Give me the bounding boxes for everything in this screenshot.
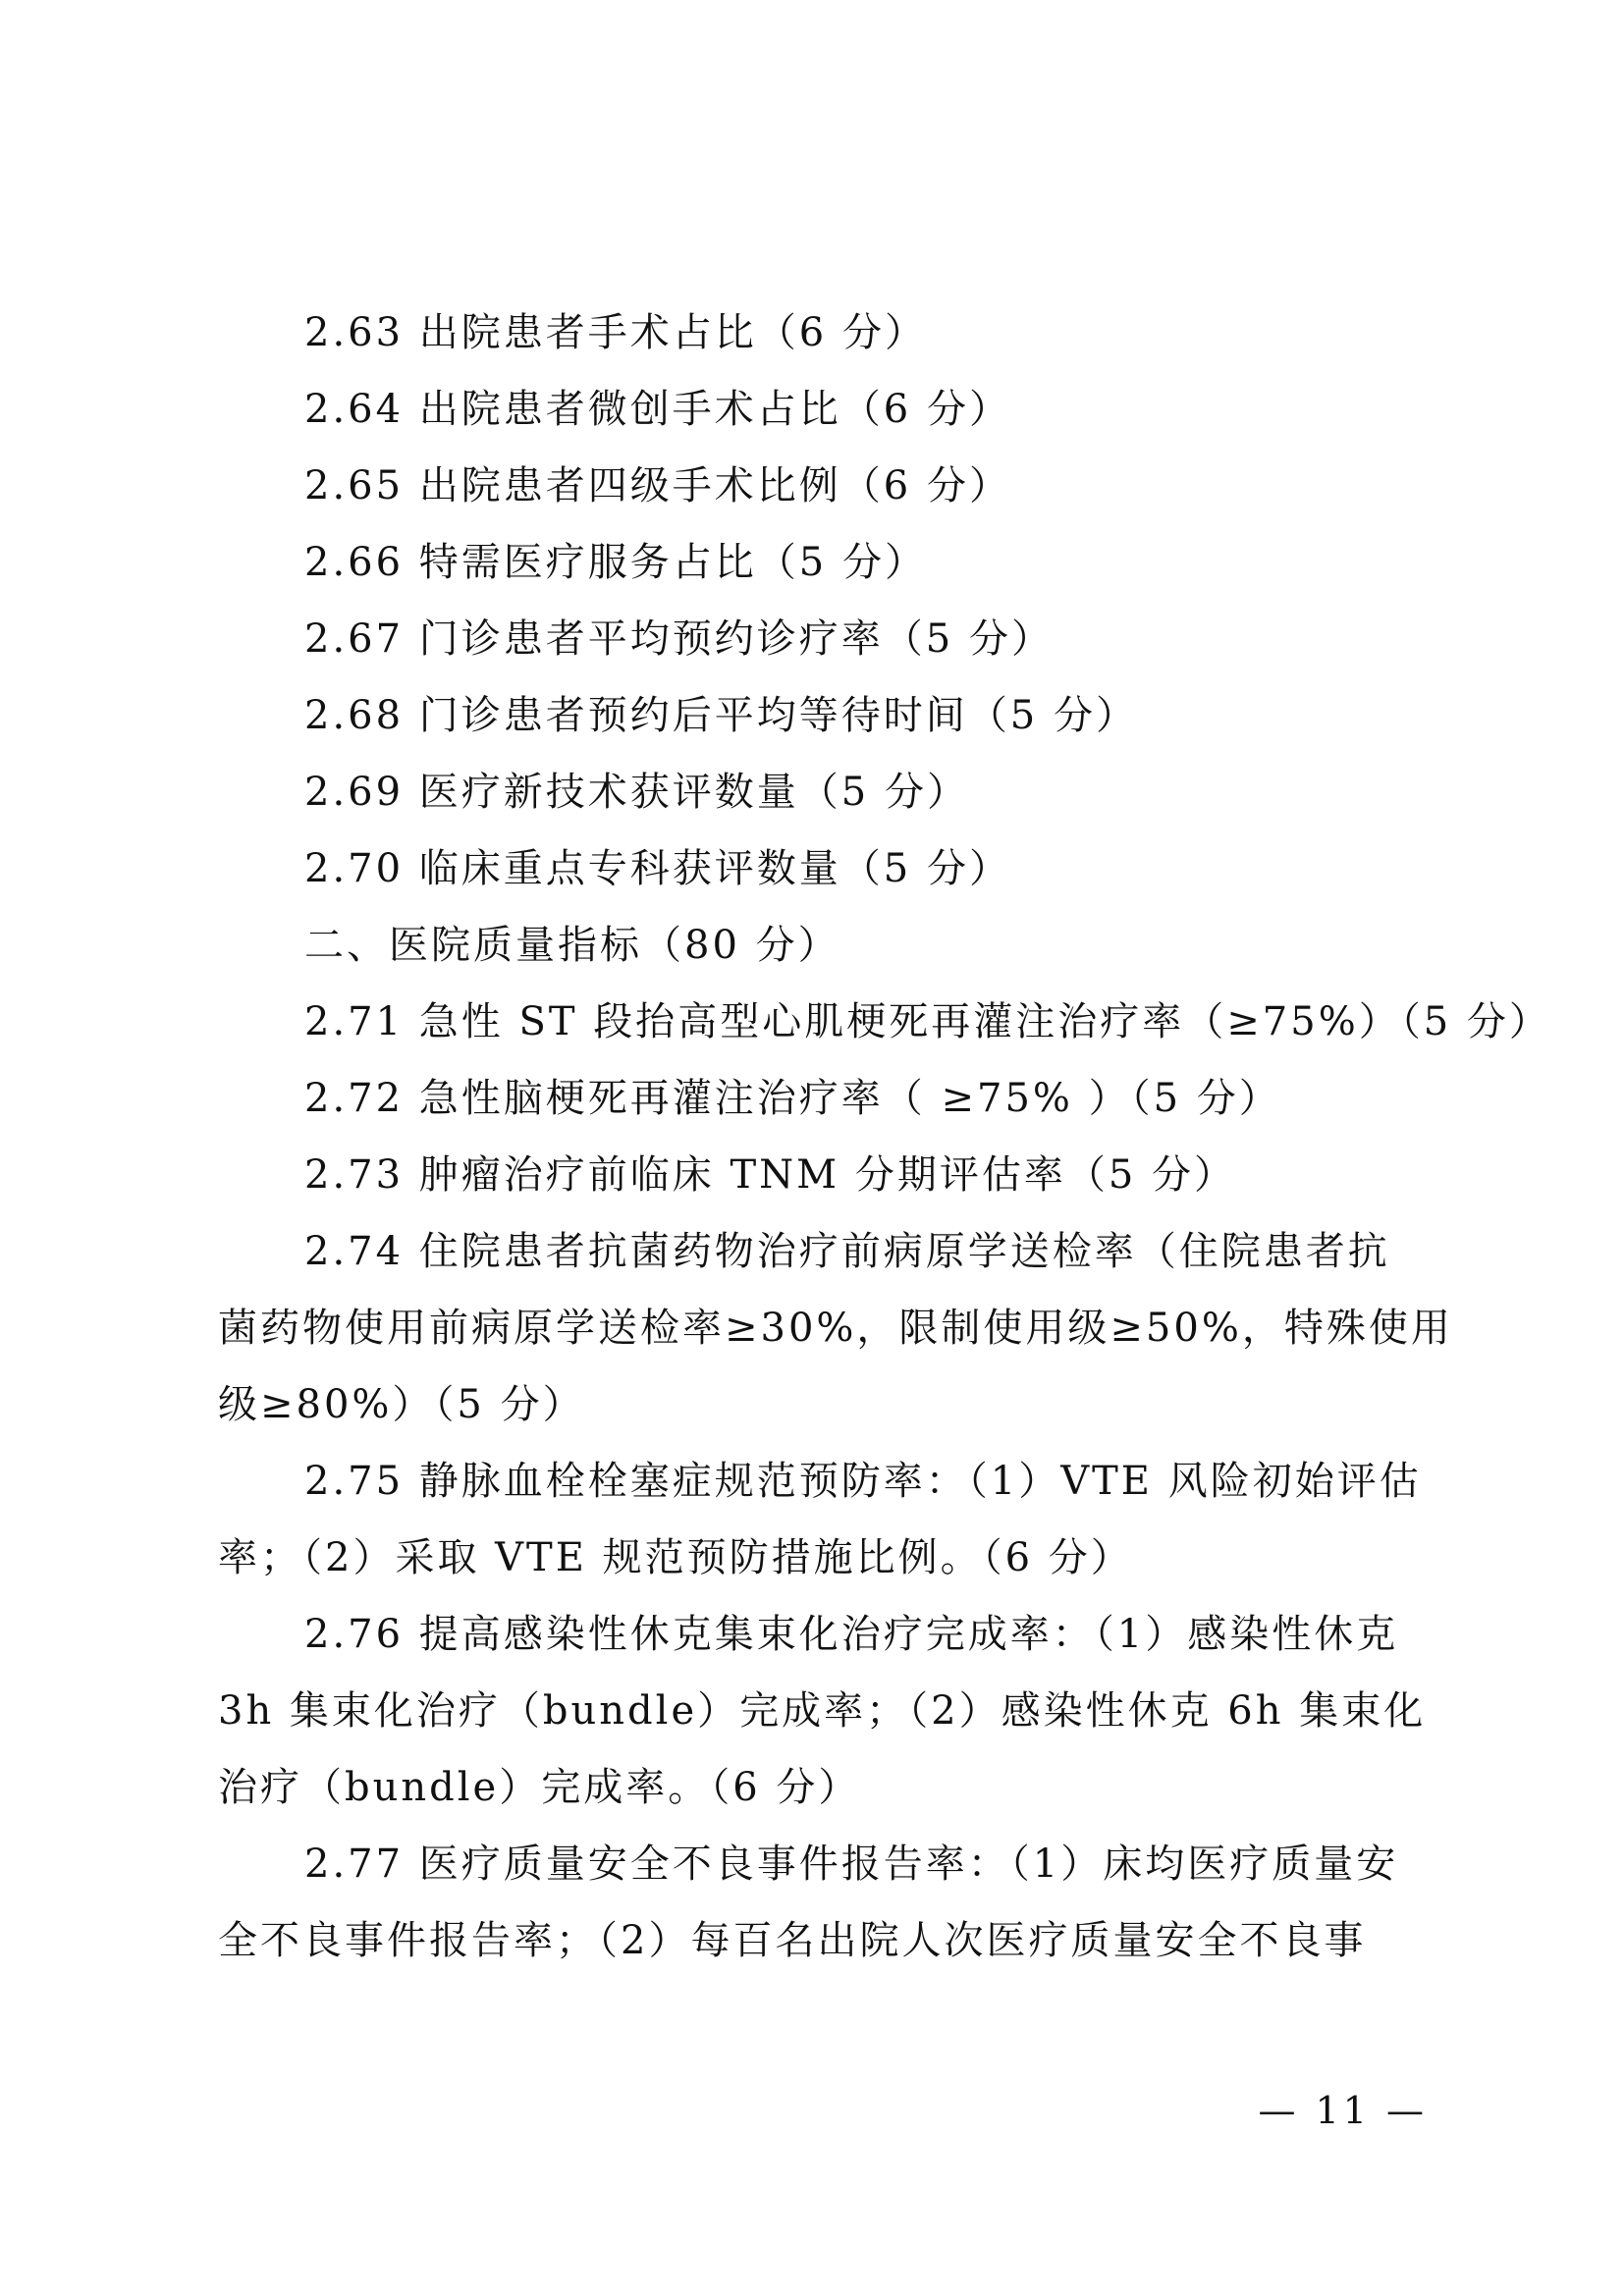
- item-2-74-cont: 级≥80%）（5 分）: [218, 1382, 585, 1427]
- page-number: — 11 —: [1258, 2089, 1428, 2132]
- item-2-72: 2.72 急性脑梗死再灌注治疗率（ ≥75% ）（5 分）: [304, 1076, 1281, 1121]
- item-2-76: 2.76 提高感染性休克集束化治疗完成率：（1）感染性休克: [304, 1612, 1399, 1657]
- item-2-67: 2.67 门诊患者平均预约诊疗率（5 分）: [304, 616, 1054, 662]
- section-heading: 二、医院质量指标（80 分）: [304, 923, 840, 968]
- item-2-74: 2.74 住院患者抗菌药物治疗前病原学送检率（住院患者抗: [304, 1229, 1390, 1274]
- item-2-75-cont: 率；（2）采取 VTE 规范预防措施比例。（6 分）: [218, 1535, 1133, 1580]
- item-2-69: 2.69 医疗新技术获评数量（5 分）: [304, 770, 969, 815]
- item-2-66: 2.66 特需医疗服务占比（5 分）: [304, 540, 927, 585]
- item-2-76-cont: 3h 集束化治疗（bundle）完成率；（2）感染性休克 6h 集束化: [218, 1688, 1427, 1734]
- item-2-71: 2.71 急性 ST 段抬高型心肌梗死再灌注治疗率（≥75%）（5 分）: [304, 999, 1551, 1044]
- item-2-68: 2.68 门诊患者预约后平均等待时间（5 分）: [304, 693, 1138, 738]
- item-2-74-cont: 菌药物使用前病原学送检率≥30%，限制使用级≥50%，特殊使用: [218, 1306, 1453, 1351]
- item-2-77: 2.77 医疗质量安全不良事件报告率：（1）床均医疗质量安: [304, 1842, 1399, 1887]
- item-2-70: 2.70 临床重点专科获评数量（5 分）: [304, 846, 1011, 891]
- item-2-64: 2.64 出院患者微创手术占比（6 分）: [304, 387, 1011, 432]
- item-2-63: 2.63 出院患者手术占比（6 分）: [304, 310, 927, 355]
- item-2-77-cont: 全不良事件报告率；（2）每百名出院人次医疗质量安全不良事: [218, 1918, 1367, 1963]
- item-2-73: 2.73 肿瘤治疗前临床 TNM 分期评估率（5 分）: [304, 1152, 1237, 1198]
- item-2-65: 2.65 出院患者四级手术比例（6 分）: [304, 463, 1011, 508]
- item-2-75: 2.75 静脉血栓栓塞症规范预防率：（1）VTE 风险初始评估: [304, 1459, 1422, 1504]
- item-2-76-cont: 治疗（bundle）完成率。（6 分）: [218, 1765, 861, 1810]
